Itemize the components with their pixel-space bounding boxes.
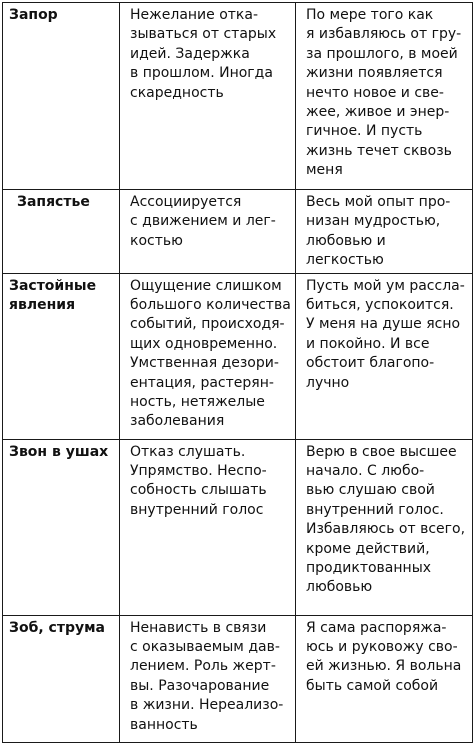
term-cell: Запор	[3, 3, 120, 190]
affirmation-cell: Верю в свое высшее начало. С любо- вью слушаю свой внутренний голос. Избавляюсь от всего, кроме действий, продиктованных любовью	[296, 439, 473, 615]
affirmation-cell: По мере того как я избавляюсь от гру- за прошлого, в моей жизни появляется нечто новое и све- жее, живое и энер- гичное. И пусть жизнь течет сквозь меня	[296, 3, 473, 190]
term-cell: Зоб, струма	[3, 615, 120, 742]
term-cell: Звон в ушах	[3, 439, 120, 615]
cause-cell: Отказ слушать. Упрямство. Неспо- собность слышать внутренний голос	[120, 439, 296, 615]
affirmation-cell: Я сама распоряжа- юсь и руковожу сво- ей жизнью. Я вольна быть самой собой	[296, 615, 473, 742]
cause-cell: Ассоциируется с движением и лег- костью	[120, 190, 296, 274]
cause-cell: Ненависть в связи с оказываемым дав- лением. Роль жерт- вы. Разочарование в жизни. Нереализо- ванность	[120, 615, 296, 742]
symptom-table	[2, 2, 473, 743]
affirmation-cell: Весь мой опыт про- низан мудростью, любовью и легкостью	[296, 190, 473, 274]
affirmation-cell: Пусть мой ум рассла- биться, успокоится. У меня на душе ясно и покойно. И все обстоит благопо- лучно	[296, 273, 473, 439]
term-cell: Запястье	[3, 190, 120, 274]
table-row	[3, 615, 473, 742]
table-row	[3, 190, 473, 274]
term-cell: Застойные явления	[3, 273, 120, 439]
table-row	[3, 3, 473, 190]
cause-cell: Ощущение слишком большого количества событий, происходя- щих одновременно. Умственная дезори- ентация, растерян- ность, нетяжелые заболевания	[120, 273, 296, 439]
cause-cell: Нежелание отка- зываться от старых идей. Задержка в прошлом. Иногда скаредность	[120, 3, 296, 190]
table-row	[3, 439, 473, 615]
table-row	[3, 273, 473, 439]
